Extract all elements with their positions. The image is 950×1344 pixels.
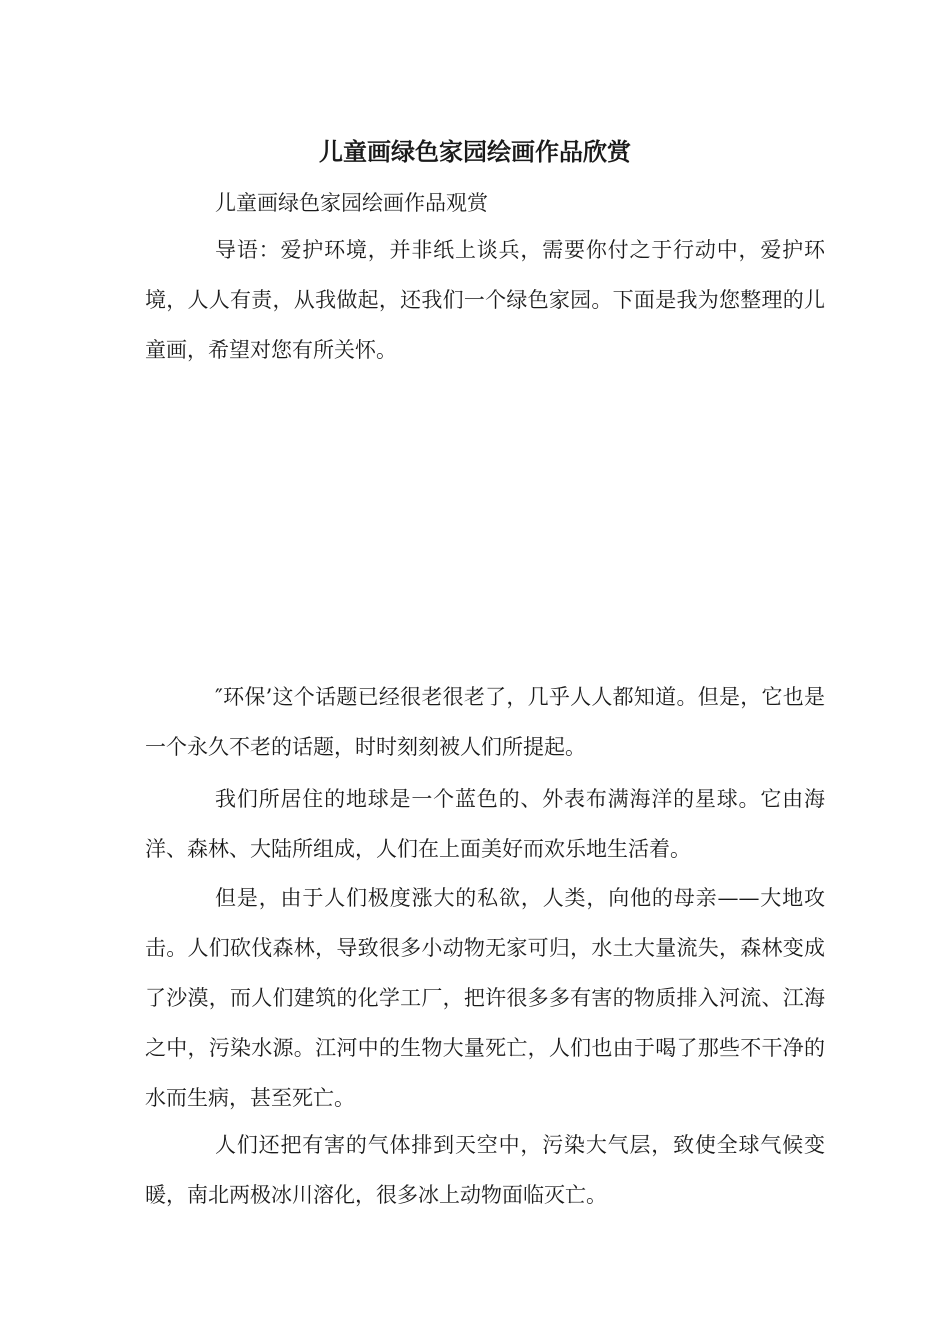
document-subtitle: 儿童画绿色家园绘画作品观赏	[215, 191, 488, 215]
body-paragraph-1: ″环保’这个话题已经很老很老了，几乎人人都知道。但是，它也是一个永久不老的话题，时时刻刻被人们所提起。	[145, 685, 825, 759]
body-paragraph-3: 但是，由于人们极度涨大的私欲，人类，向他的母亲——大地攻击。人们砍伐森林，导致很多小动物无家可归，水土大量流失，森林变成了沙漠，而人们建筑的化学工厂，把许很多多有害的物质排入河流、江海之中，污染水源。江河中的生物大量死亡，人们也由于喝了那些不干净的水而生病，甚至死亡。	[145, 886, 825, 1110]
document-title: 儿童画绿色家园绘画作品欣赏	[319, 137, 631, 166]
body-paragraph-2: 我们所居住的地球是一个蓝色的、外表布满海洋的星球。它由海洋、森林、大陆所组成，人们在上面美好而欢乐地生活着。	[145, 787, 825, 861]
body-paragraph-4: 人们还把有害的气体排到天空中，污染大气层，致使全球气候变暖，南北两极冰川溶化，很多冰上动物面临灭亡。	[145, 1133, 825, 1207]
intro-paragraph: 导语：爱护环境，并非纸上谈兵，需要你付之于行动中，爱护环境，人人有责，从我做起，还我们一个绿色家园。下面是我为您整理的儿童画，希望对您有所关怀。	[145, 238, 825, 362]
image-placeholder	[145, 390, 805, 650]
